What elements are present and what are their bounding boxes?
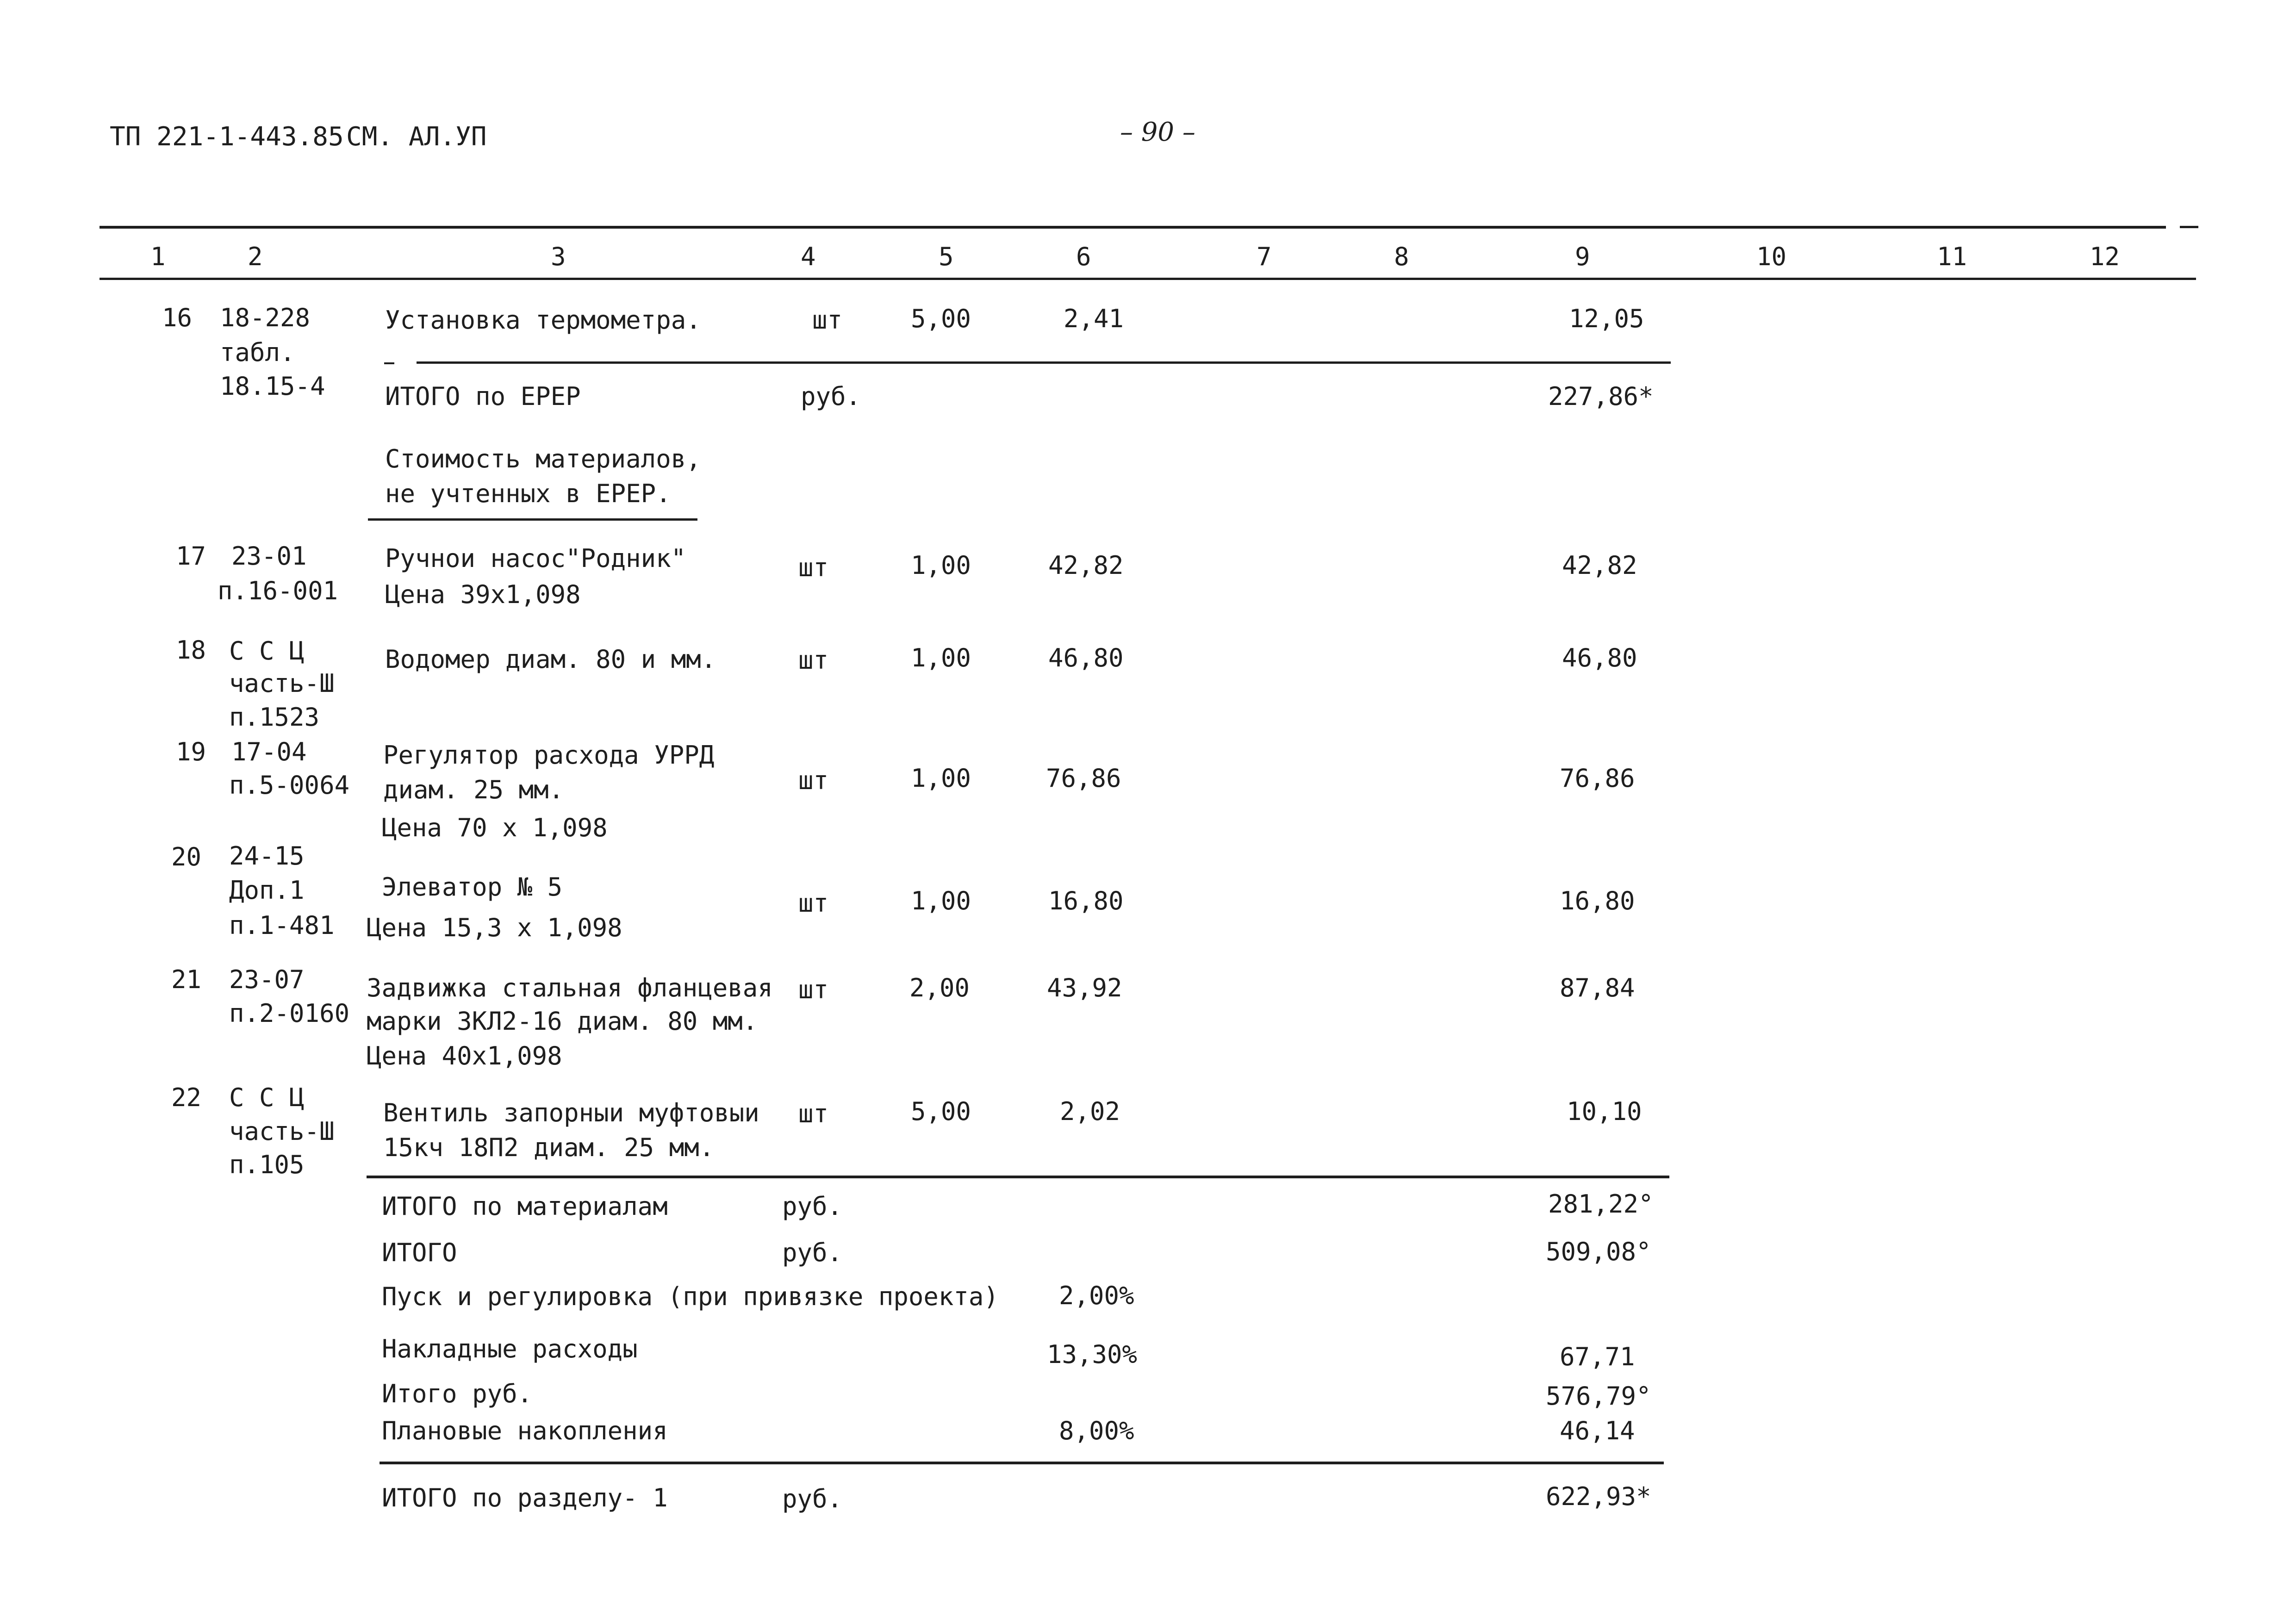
summary-percent: 13,30% [1047,1340,1138,1369]
section-total-label: ИТОГО по разделу- 1 [382,1483,668,1512]
summary-label: ИТОГО [382,1238,457,1267]
quantity: 1,00 [911,886,971,915]
normative-code: п.5-0064 [229,771,350,800]
summary-label: Накладные расходы [382,1334,638,1363]
unit: шт [798,646,829,675]
normative-code: п.1523 [229,703,320,732]
unit-price: 43,92 [1047,973,1122,1002]
heading-line: не учтенных в ЕРЕР. [385,479,671,508]
normative-code: п.2-0160 [229,999,350,1028]
normative-code: Доп.1 [229,876,305,905]
normative-code: п.16-001 [218,576,338,605]
unit-price: 2,41 [1064,304,1124,333]
summary-amount: 509,08° [1546,1237,1651,1266]
summary-percent: 2,00% [1059,1281,1134,1310]
summary-label: ИТОГО по материалам [382,1192,668,1221]
quantity: 1,00 [911,551,971,580]
price-note: Цена 15,3 х 1,098 [367,913,622,942]
unit: шт [798,766,829,795]
unit: шт [798,889,829,918]
normative-code: 24-15 [229,841,305,871]
quantity: 1,00 [911,643,971,672]
normative-code: табл. [220,338,295,367]
unit-price: 16,80 [1048,886,1124,915]
normative-code: 18-228 [220,303,311,332]
price-note: Цена 39х1,098 [385,580,581,609]
normative-code: п.1-481 [229,911,335,940]
normative-code: часть-Ш [229,669,335,698]
total-cost: 42,82 [1562,551,1637,580]
normative-code: п.105 [229,1150,305,1179]
summary-label: Итого руб. [382,1379,533,1408]
item-name: Водомер диам. 80 и мм. [385,645,716,674]
subtotal-rule [417,361,1671,364]
column-number: 12 [2090,242,2120,271]
total-cost: 76,86 [1560,764,1635,793]
subtotal-unit: руб. [801,382,861,411]
price-note: Цена 40х1,098 [367,1041,562,1070]
row-number: 18 [175,635,206,665]
item-name: Установка термометра. [385,305,701,335]
heading-underline [368,518,697,521]
page-number: – 90 – [1120,117,1195,147]
unit: шт [798,975,829,1004]
section-total-rule [380,1462,1664,1464]
total-cost: 12,05 [1569,304,1644,333]
item-name: марки 3КЛ2-16 диам. 80 мм. [367,1007,758,1036]
column-number: 4 [801,242,816,271]
summary-unit: руб. [782,1238,843,1267]
total-cost: 46,80 [1562,643,1637,672]
summary-amount: 67,71 [1560,1342,1635,1371]
summary-amount: 46,14 [1560,1416,1635,1445]
price-note: Цена 70 х 1,098 [382,813,608,842]
item-name: Регулятор расхода УРРД [383,740,715,770]
unit-price: 42,82 [1048,551,1124,580]
summary-amount: 576,79° [1546,1381,1651,1411]
column-number: 1 [150,242,166,271]
row-number: 17 [175,541,206,571]
column-number: 6 [1076,242,1091,271]
item-name: диам. 25 мм. [383,775,564,804]
total-cost: 16,80 [1560,886,1635,915]
row-number: 22 [171,1083,201,1112]
column-number: 10 [1756,242,1787,271]
quantity: 1,00 [911,764,971,793]
normative-code: 17-04 [231,737,307,766]
section-total-amount: 622,93* [1546,1482,1651,1511]
document-code: ТП 221-1-443.85 [110,122,344,152]
column-number: 7 [1257,242,1272,271]
unit-price: 76,86 [1046,764,1121,793]
row-number: 16 [162,303,192,332]
unit-price: 46,80 [1048,643,1124,672]
materials-total-rule [367,1176,1669,1178]
column-number: 8 [1394,242,1409,271]
row-number: 21 [171,965,201,994]
normative-code: С С Ц [229,1083,305,1112]
normative-code: С С Ц [229,636,305,666]
item-name: Ручнои насос"Родник" [385,544,686,573]
column-number: 9 [1575,242,1590,271]
table-top-rule-tail [2180,226,2198,228]
row-number: 20 [171,842,201,871]
item-name: Вентиль запорныи муфтовыи [383,1098,759,1127]
normative-code: 23-07 [229,965,305,994]
item-name: 15кч 18П2 диам. 25 мм. [383,1133,715,1162]
column-number: 2 [248,242,263,271]
subtotal-amount: 227,86* [1548,382,1654,411]
table-header-bottom-rule [100,278,2196,280]
column-number: 5 [939,242,954,271]
album-reference: СМ. АЛ.УП [346,122,487,152]
normative-code: часть-Ш [229,1117,335,1146]
unit: шт [812,305,843,335]
total-cost: 10,10 [1567,1097,1642,1126]
rule-mark [384,362,394,364]
normative-code: 18.15-4 [220,372,325,401]
total-cost: 87,84 [1560,973,1635,1002]
item-name: Элеватор № 5 [382,872,563,902]
unit-price: 2,02 [1060,1097,1120,1126]
row-number: 19 [175,737,206,766]
section-total-unit: руб. [782,1484,843,1513]
quantity: 2,00 [909,973,970,1002]
quantity: 5,00 [911,304,971,333]
normative-code: 23-01 [231,541,307,571]
summary-label: Плановые накопления [382,1416,668,1445]
unit: шт [798,1099,829,1128]
summary-percent: 8,00% [1059,1416,1134,1445]
summary-unit: руб. [782,1192,843,1221]
summary-amount: 281,22° [1548,1189,1654,1219]
summary-label: Пуск и регулировка (при привязке проекта) [382,1282,999,1311]
subtotal-label: ИТОГО по ЕРЕР [385,382,581,411]
item-name: Задвижка стальная фланцевая [367,973,773,1002]
quantity: 5,00 [911,1097,971,1126]
table-top-rule [100,226,2166,229]
unit: шт [798,553,829,582]
column-number: 11 [1937,242,1967,271]
heading-line: Стоимость материалов, [385,444,701,473]
column-number: 3 [551,242,566,271]
